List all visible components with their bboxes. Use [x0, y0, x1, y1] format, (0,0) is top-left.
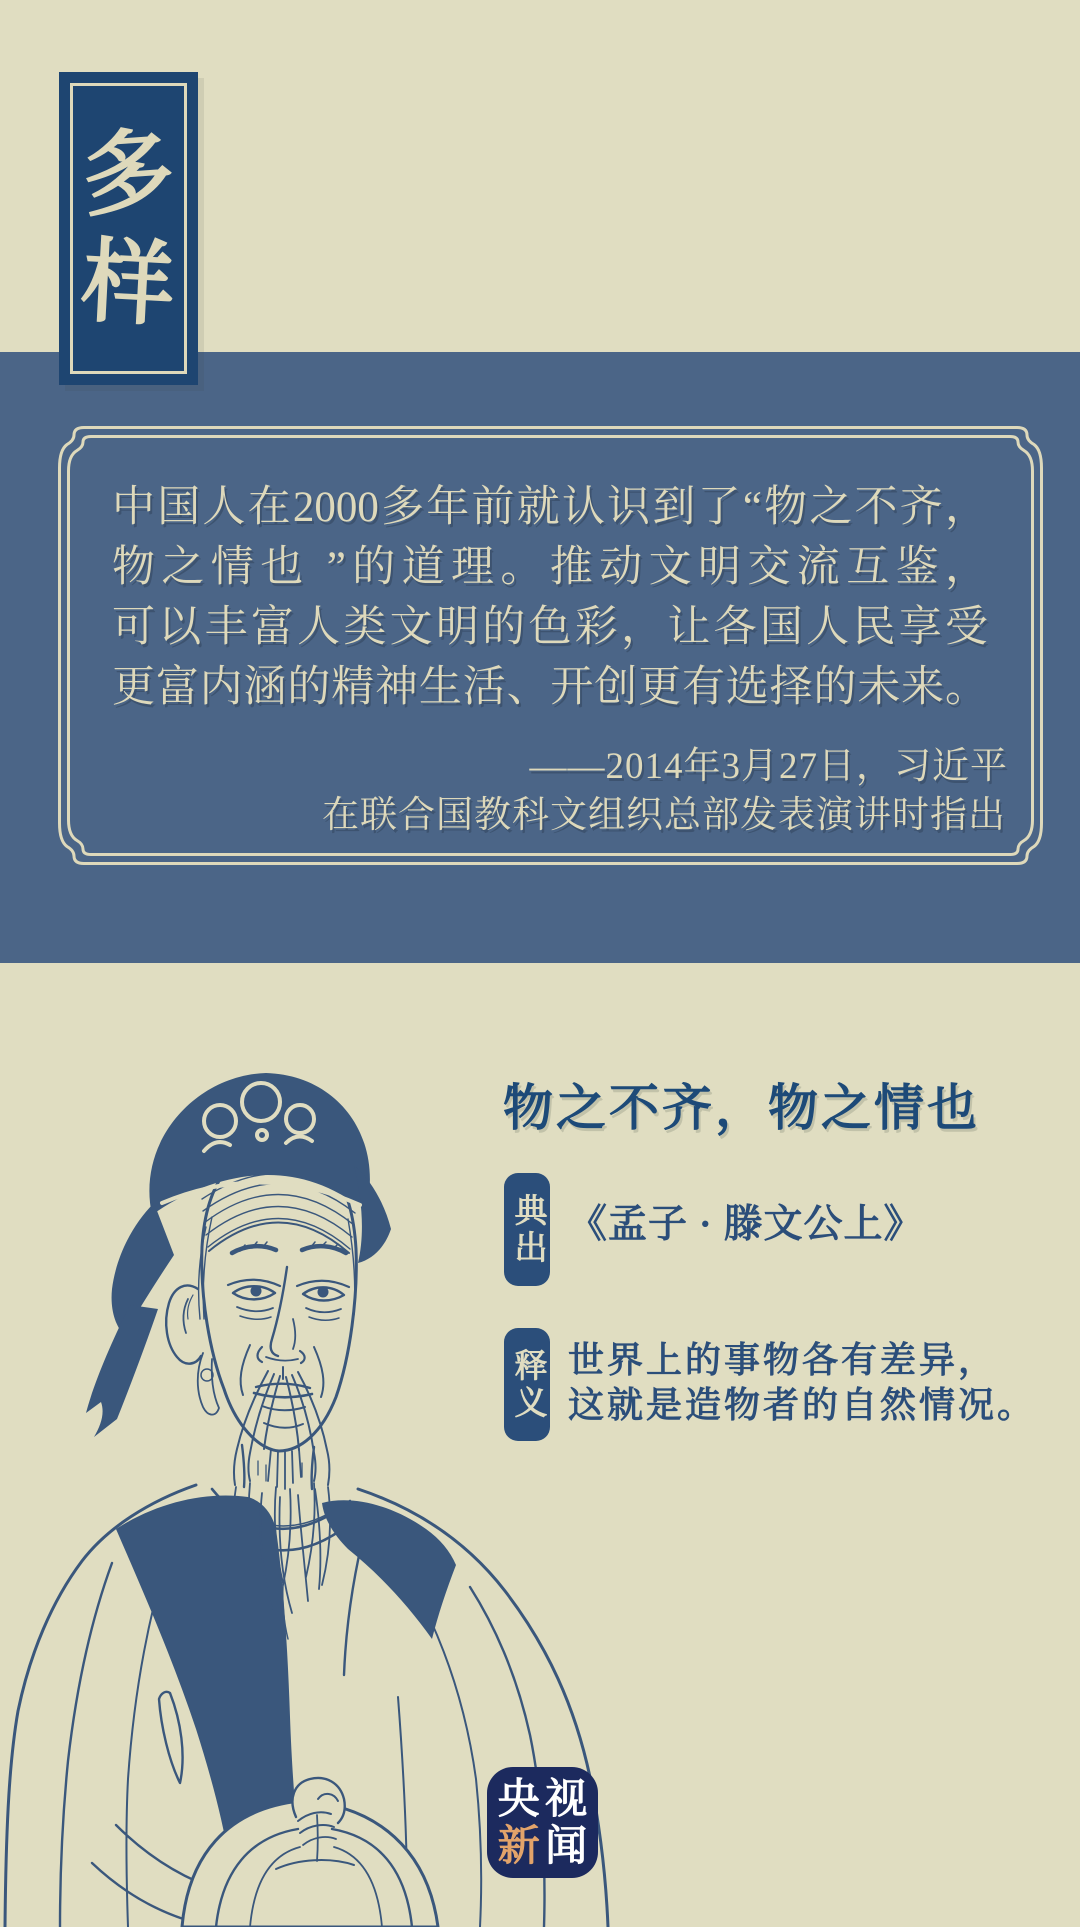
quote-attribution [112, 742, 1008, 840]
page-title: 物之不齐，物之情也 [503, 1080, 980, 1136]
meaning-line-2: 这就是造物者的自然情况。 [568, 1384, 1037, 1425]
quote-text-block [112, 478, 988, 718]
logo-char-xin: 新 [497, 1822, 540, 1870]
theme-badge-char-2: 样 [79, 230, 178, 337]
meaning-label: 释义 [509, 1347, 546, 1422]
quote-line-4: 更富内涵的精神生活、开创更有选择的未来。 [112, 664, 988, 711]
attribution-line-1: ——2014年3月27日，习近平 [529, 746, 1008, 787]
meaning-text [568, 1337, 1036, 1427]
meaning-label-badge [504, 1328, 550, 1441]
mencius-portrait-illustration [0, 1057, 760, 1927]
theme-badge [59, 72, 198, 385]
attribution-line-2: 在联合国教科文组织总部发表演讲时指出 [322, 795, 1006, 836]
source-label: 典出 [509, 1192, 546, 1267]
logo-char-yang: 央 [497, 1774, 540, 1822]
source-text: 《孟子 · 滕文公上》 [568, 1203, 924, 1246]
source-label-badge [504, 1173, 550, 1286]
cctv-news-logo [487, 1767, 598, 1878]
quote-line-1: 中国人在2000多年前就认识到了“物之不齐， [112, 484, 988, 531]
quote-line-3: 可以丰富人类文明的色彩，让各国人民享受 [112, 604, 988, 651]
theme-badge-char-1: 多 [79, 119, 178, 228]
logo-char-shi: 视 [545, 1774, 588, 1822]
logo-char-wen: 闻 [545, 1822, 588, 1870]
meaning-line-1: 世界上的事物各有差异， [568, 1339, 998, 1380]
quote-line-2: 物之情也 ”的道理。推动文明交流互鉴， [112, 544, 988, 591]
theme-badge-inner-border [70, 83, 187, 374]
